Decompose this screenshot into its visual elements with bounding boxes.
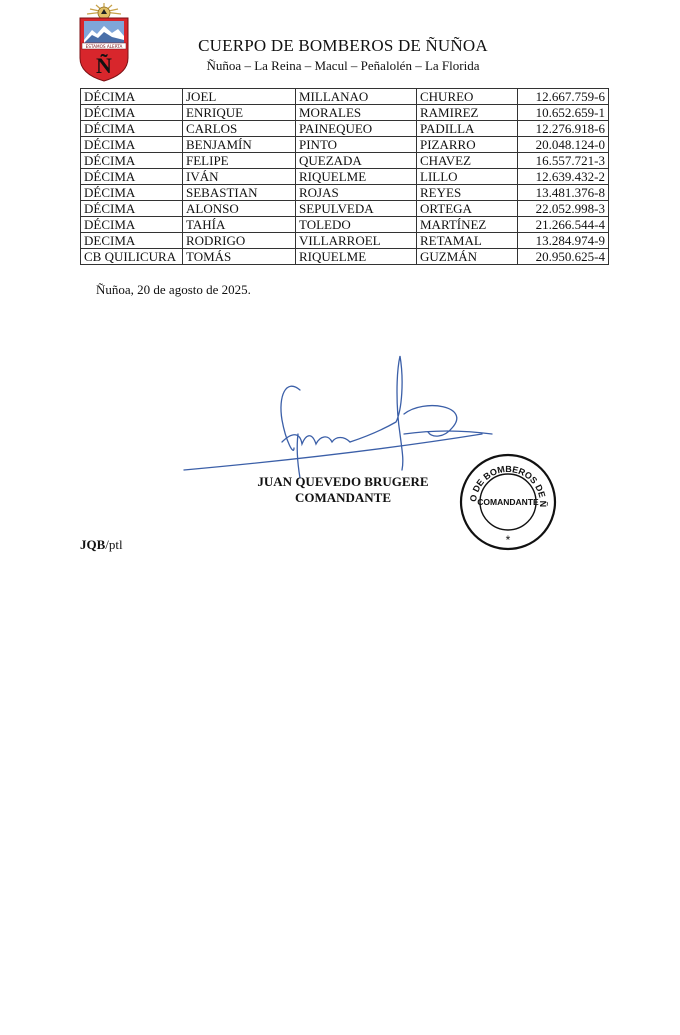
table-cell: DÉCIMA <box>81 185 183 201</box>
table-cell: ROJAS <box>296 185 417 201</box>
fire-department-crest <box>76 2 132 82</box>
table-cell: MARTÍNEZ <box>417 217 518 233</box>
table-cell: REYES <box>417 185 518 201</box>
table-cell: RETAMAL <box>417 233 518 249</box>
stamp-center-text: COMANDANTE <box>477 497 539 507</box>
table-cell: 22.052.998-3 <box>518 201 609 217</box>
table-cell: VILLARROEL <box>296 233 417 249</box>
table-cell: DÉCIMA <box>81 89 183 105</box>
table-cell: 12.667.759-6 <box>518 89 609 105</box>
table-cell: TOLEDO <box>296 217 417 233</box>
table-cell: DÉCIMA <box>81 217 183 233</box>
table-cell: 20.048.124-0 <box>518 137 609 153</box>
page-title: CUERPO DE BOMBEROS DE ÑUÑOA <box>198 36 488 55</box>
table-cell: ORTEGA <box>417 201 518 217</box>
signature-image <box>182 350 502 480</box>
table-cell: DÉCIMA <box>81 121 183 137</box>
table-cell: 12.639.432-2 <box>518 169 609 185</box>
table-cell: DECIMA <box>81 233 183 249</box>
table-cell: 12.276.918-6 <box>518 121 609 137</box>
table-row <box>81 89 609 105</box>
table-row <box>81 169 609 185</box>
table-cell: RIQUELME <box>296 169 417 185</box>
table-row <box>81 137 609 153</box>
table-cell: 13.284.974-9 <box>518 233 609 249</box>
table-cell: SEPULVEDA <box>296 201 417 217</box>
table-cell: FELIPE <box>183 153 296 169</box>
table-cell: PIZARRO <box>417 137 518 153</box>
table-cell: SEBASTIAN <box>183 185 296 201</box>
place-date: Ñuñoa, 20 de agosto de 2025. <box>96 282 251 297</box>
table-cell: QUEZADA <box>296 153 417 169</box>
table-cell: IVÁN <box>183 169 296 185</box>
table-cell: RAMIREZ <box>417 105 518 121</box>
table-cell: DÉCIMA <box>81 137 183 153</box>
table-cell: RODRIGO <box>183 233 296 249</box>
stamp-star: * <box>505 533 511 547</box>
initials-bold: JQB <box>80 537 106 552</box>
table-cell: PAINEQUEO <box>296 121 417 137</box>
table-cell: DÉCIMA <box>81 201 183 217</box>
table-cell: CB QUILICURA <box>81 249 183 265</box>
table-cell: LILLO <box>417 169 518 185</box>
table-row <box>81 217 609 233</box>
table-row <box>81 185 609 201</box>
initials-rest: /ptl <box>105 537 123 552</box>
table-cell: PADILLA <box>417 121 518 137</box>
crest-motto: ESTAMOS ALERTA <box>85 44 123 49</box>
table-cell: TOMÁS <box>183 249 296 265</box>
table-row <box>81 201 609 217</box>
table-row <box>81 153 609 169</box>
handwritten-signature <box>182 350 502 480</box>
crest-letter: Ñ <box>96 53 112 78</box>
table-cell: MORALES <box>296 105 417 121</box>
table-row <box>81 233 609 249</box>
table-cell: 20.950.625-4 <box>518 249 609 265</box>
signer-name: JUAN QUEVEDO BRUGERE <box>257 474 429 489</box>
table-row <box>81 249 609 265</box>
signer-role: COMANDANTE <box>294 490 392 505</box>
table-cell: 13.481.376-8 <box>518 185 609 201</box>
crest-logo-icon <box>76 2 132 82</box>
document-initials <box>80 537 123 553</box>
table-cell: ALONSO <box>183 201 296 217</box>
table-cell: DÉCIMA <box>81 169 183 185</box>
table-cell: RIQUELME <box>296 249 417 265</box>
stamp-seal-icon <box>458 452 558 552</box>
table-cell: 21.266.544-4 <box>518 217 609 233</box>
official-stamp <box>458 452 558 552</box>
table-cell: MILLANAO <box>296 89 417 105</box>
table-cell: JOEL <box>183 89 296 105</box>
table-cell: 10.652.659-1 <box>518 105 609 121</box>
stamp-ring-text: O DE BOMBEROS DE Ñ <box>467 463 549 508</box>
table-cell: DÉCIMA <box>81 153 183 169</box>
page-subtitle: Ñuñoa – La Reina – Macul – Peñalolén – La Florida <box>206 58 480 73</box>
table-cell: GUZMÁN <box>417 249 518 265</box>
personnel-table <box>80 88 609 265</box>
table-cell: ENRIQUE <box>183 105 296 121</box>
table-cell: CHAVEZ <box>417 153 518 169</box>
table-cell: TAHÍA <box>183 217 296 233</box>
table-cell: PINTO <box>296 137 417 153</box>
table-row <box>81 105 609 121</box>
table-cell: CHUREO <box>417 89 518 105</box>
table-cell: BENJAMÍN <box>183 137 296 153</box>
table-cell: 16.557.721-3 <box>518 153 609 169</box>
table-cell: CARLOS <box>183 121 296 137</box>
table-cell: DÉCIMA <box>81 105 183 121</box>
table-row <box>81 121 609 137</box>
